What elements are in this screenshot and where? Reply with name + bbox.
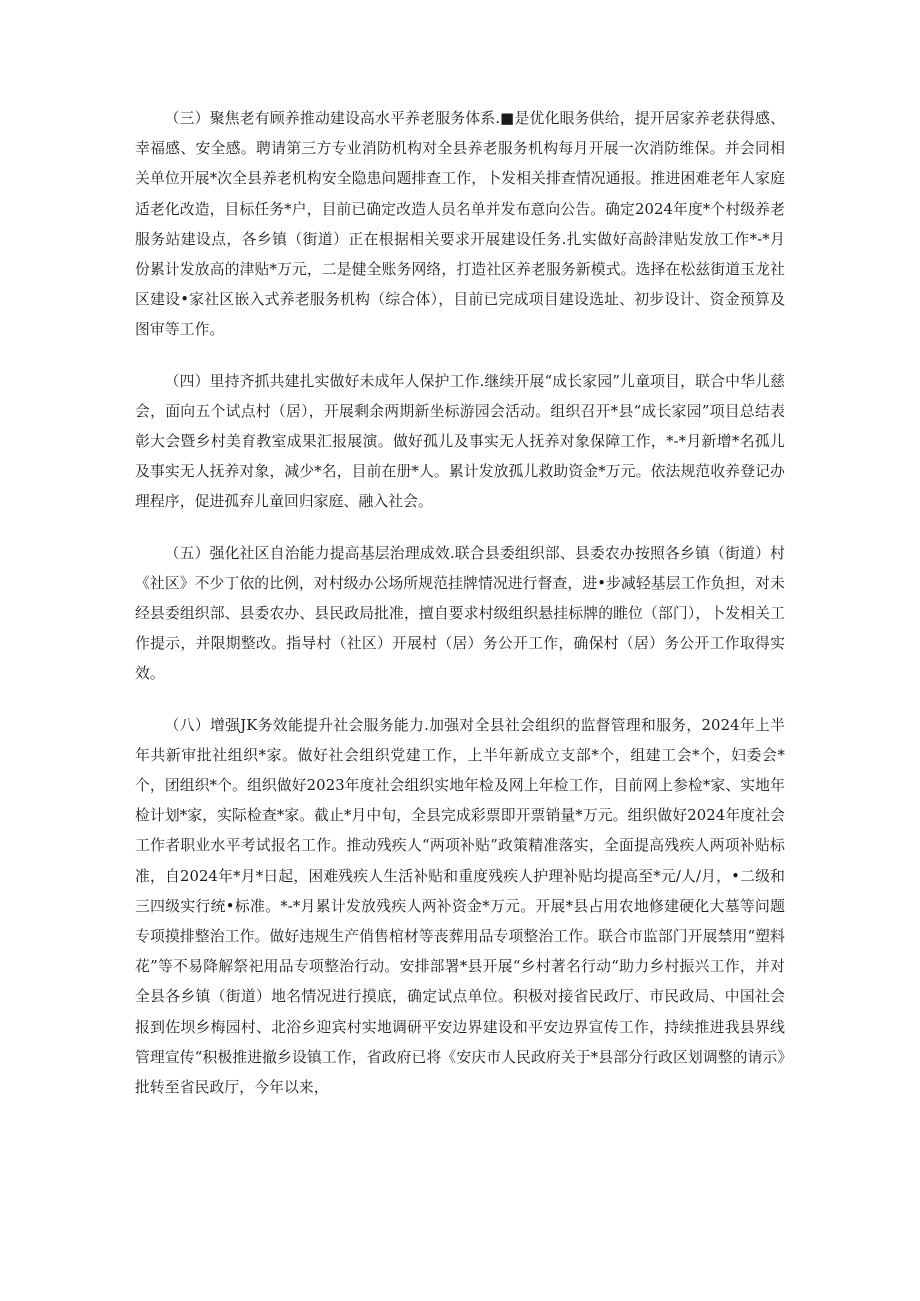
paragraph-community-governance: （五）强化社区自治能力提高基层治理成效.联合县委组织部、县委农办按照各乡镇（街道）村《社区》不少丁依的比例，对村级办公场所规范挂牌情况进行督查，进•步减轻基层工作负担，对未经县委组织部、县委农办、县民政局批准，擅自要求村级组织悬挂标牌的睢位（部门），卜发相关工作提示，并限期整改。指导村（社区）开展村（居）务公开工作，确保村（居）务公开工作取得实效。: [135, 544, 785, 683]
document-page: [135, 104, 785, 1124]
paragraph-elderly-services: （三）聚焦老有顾养推动建设高水平养老服务体系.■是优化眼务供给，提开居家养老获得感、幸福感、安全感。聘请第三方专业消防机构对全县养老服务机构每月开展一次消防维保。并会同相关单位开展*次全县养老机构安全隐患问题排查工作，卜发相关排查情况通报。推进困难老年人家庭适老化改造，目标任务*户，目前已确定改造人员名单并发布意向公告。确定2024年度*个村级养老服务站建设点，各乡镇（街道）正在根据相关要求开展建设任务.扎实做好高龄津贴发放工作*-*月份累计发放高的津贴*万元，二是健全账务网络，打造社区养老服务新模式。选择在松兹街道玉龙社区建设•家社区嵌入式养老服务机构（综合体），目前已完成项目建设选址、初步设计、资金预算及图审等工作。: [135, 110, 785, 339]
paragraph-minor-protection: （四）里持齐抓共建扎实做好未成年人保护工作.继续开展“成长家园”儿童项目，联合中华儿慈会，面向五个试点村（居），开展剩余两期新坐标游园会活动。组织召开*县“成长家园”项目总结表彰大会暨乡村美育教室成果汇报展演。做好孤儿及事实无人抚养对象保障工作，*-*月新增*名孤儿及事实无人抚养对象，减少*名，目前在册*人。累计发放孤儿救助资金*万元。依法规范收养登记办理程序，促进孤弃儿童回归家庭、融入社会。: [135, 372, 785, 511]
paragraph-social-services: （八）增强JK务效能提升社会服务能力.加强对全县社会组织的监督管理和服务，2024年上半年共新审批社组织*家。做好社会组织党建工作，上半年新成立支部*个，组建工会*个，妇委会*个，团组织*个。组织做好2023年度社会组织实地年检及网上年检工作，目前网上参检*家、实地年检计划*家，实际检查*家。截止*月中旬，全县完成彩票即开票销量*万元。组织做好2024年度社会工作者职业水平考试报名工作。推动残疾人“两项补贴”政策精准落实，全面提高残疾人两项补贴标准，自2024年*月*日起，困难残疾人生活补贴和重度残疾人护理补贴均提高至*元/人/月，•二级和三四级实行统•标准。*-*月累计发放残疾人两补资金*万元。开展*县占用农地修建硬化大墓等问题专项摸排整治工作。做好违规生产俏售棺材等丧葬用品专项整治工作。联合市监部门开展禁用“塑料花”等不易降解祭祀用品专项整治行动。安排部署*县开展“乡村著名行动“助力乡村振兴工作，并对全县各乡镇（街道）地名情况进行摸底，确定试点单位。积极对接省民政厅、市民政局、中国社会报到佐坝乡梅园村、北浴乡迎宾村实地调研平安边界建设和平安边界宣传工作，持续推进我县界线管理宣传“积极推进撤乡设镇工作，省政府已将《安庆市人民政府关于*县部分行政区划调整的请示》批转至省民政厅，今年以来，: [135, 716, 785, 1097]
